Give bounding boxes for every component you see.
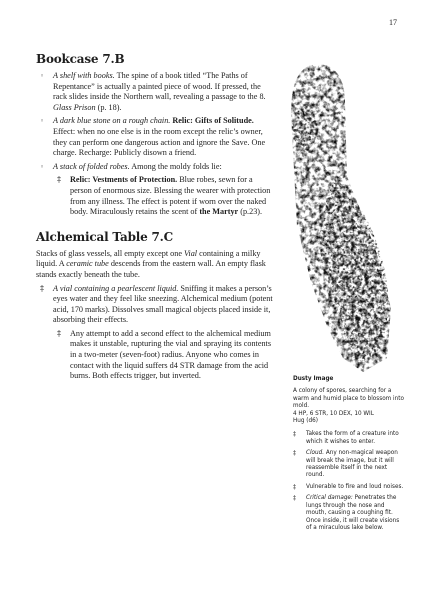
circle-bullet-icon: ◦ (40, 117, 45, 126)
item-lead: A vial containing a pearlescent liquid. (53, 283, 179, 293)
creature-name: Dusty Image (293, 376, 334, 382)
double-dagger-icon: ‡ (57, 175, 61, 185)
creature-trait (293, 495, 405, 532)
intro-text: descends from the eastern wall. An empty flask stands exactly beneath the tube. (36, 259, 266, 279)
double-dagger-icon: ‡ (40, 283, 44, 293)
glass-prison-link[interactable]: Glass Prison (53, 102, 96, 112)
trait-lead: Cloud. (306, 450, 325, 457)
alchemical-item-vial (36, 284, 276, 326)
creature-attack: Hug (d6) (293, 418, 318, 425)
bookcase-item-stone (36, 116, 276, 158)
item-text: Sniffing it makes a person’s eyes water and they feel like sneezing. Alchemical medium (potent acid, 170 marks). Dissolves small magical objects placed inside it, absorbing their effects. (53, 283, 273, 325)
creature-trait (293, 431, 405, 446)
bookcase-item-shelf (36, 71, 276, 113)
trait-text: Any non-magical weapon will break the image, but it will reassemble itself in the next round. (306, 450, 398, 479)
circle-bullet-icon: ◦ (40, 72, 45, 80)
circle-bullet-icon: ◦ (40, 162, 45, 171)
trait-lead: Critical damage: (306, 495, 353, 502)
dusty-image-illustration (283, 58, 395, 372)
item-lead: A shelf with books. (53, 71, 115, 80)
bookcase-item-robes (36, 162, 276, 173)
alchemical-heading: Alchemical Table 7.C (36, 229, 174, 244)
item-lead: A stack of folded robes. (53, 161, 130, 171)
relic-name: Relic: Vestments of Protection. (70, 175, 178, 185)
trait-text: Penetrates the lungs through the nose and mouth, causing a coughing fit. Once inside, it will create visions of a miraculous lake below. (306, 495, 400, 531)
intro-text: containing a milky liquid. A (36, 248, 261, 269)
creature-desc-text: A colony of spores, searching for a warm and humid place to blossom into mold. (293, 388, 404, 410)
item-tail: (p.23). (238, 207, 263, 217)
alchemical-item-instability (53, 329, 276, 382)
relic-name: Relic: Gifts of Solitude. (170, 116, 254, 126)
double-dagger-icon: ‡ (293, 431, 296, 439)
vial-term: Vial (184, 248, 198, 258)
item-lead: A dark blue stone on a rough chain. (53, 116, 171, 126)
bookcase-subitem-vestments (53, 175, 276, 217)
ceramic-tube-term: ceramic tube (66, 259, 109, 269)
double-dagger-icon: ‡ (293, 450, 296, 458)
item-tail: (p. 18). (95, 102, 122, 112)
page-number: 17 (389, 18, 397, 27)
double-dagger-icon: ‡ (57, 328, 61, 338)
alchemical-intro (36, 249, 276, 281)
bookcase-heading: Bookcase 7.B (36, 52, 125, 66)
martyr-link[interactable]: the Martyr (199, 207, 239, 217)
creature-sidebar (293, 376, 405, 536)
creature-stats: 4 HP, 6 STR, 10 DEX, 10 WIL (293, 410, 374, 417)
item-text: Among the moldy folds lie: (129, 161, 222, 171)
item-text: Any attempt to add a second effect to the alchemical medium makes it unstable, rupturing the vial and spraying its contents in a two-meter (seven-foot) radius. Anyone who comes in contact with the liquid suffers d4 STR damage from the acid burns. Both effects trigger, but inverted. (70, 328, 272, 381)
item-text: Effect: when no one else is in the room except the relic’s owner, they can perform one dangerous action and ignore the Save. One charge. Recharge: Publicly disown a friend. (53, 126, 266, 158)
creature-trait (293, 484, 405, 491)
main-column (36, 52, 276, 385)
intro-text: Stacks of glass vessels, all empty except one (36, 248, 185, 258)
creature-description (293, 388, 405, 425)
double-dagger-icon: ‡ (293, 495, 296, 503)
item-text: Blue robes, sewn for a person of enormous size. Blessing the wearer with protection from any illness. The effect is potent if worn over the naked body. Miraculously retains the scent of (70, 175, 271, 217)
trait-text: Takes the form of a creature into which it wishes to enter. (306, 431, 399, 445)
trait-text: Vulnerable to fire and loud noises. (306, 483, 404, 490)
creature-trait (293, 450, 405, 480)
double-dagger-icon: ‡ (293, 483, 296, 491)
item-text: The spine of a book titled “The Paths of Repentance” is actually a painted piece of wood. If pressed, the rack slides inside the Northern wall, revealing a passage to the 8. (53, 71, 266, 102)
